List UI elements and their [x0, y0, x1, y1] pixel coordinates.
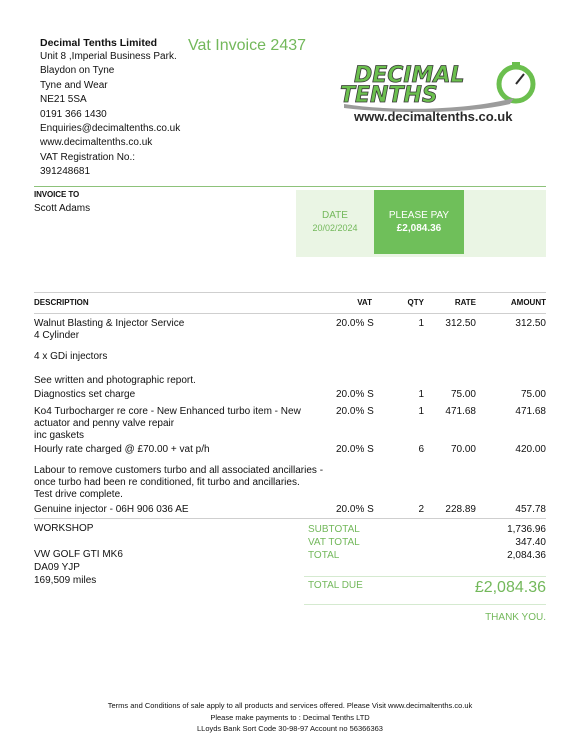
- date-label: DATE: [322, 210, 348, 221]
- total-label: TOTAL: [308, 550, 340, 561]
- divider: [304, 604, 546, 605]
- row-description: Ko4 Turbocharger re core - New Enhanced turbo item - New: [34, 406, 301, 417]
- row-description: Test drive complete.: [34, 489, 123, 500]
- col-header-vat: VAT: [357, 298, 372, 307]
- logo-website: www.decimaltenths.co.uk: [354, 109, 513, 124]
- note-line: WORKSHOP: [34, 523, 94, 534]
- col-header-amount: AMOUNT: [510, 298, 546, 307]
- row-amount: 471.68: [515, 406, 546, 417]
- col-header-qty: QTY: [407, 298, 424, 307]
- please-pay-box: [374, 190, 464, 254]
- subtotal-value: 1,736.96: [507, 524, 546, 535]
- company-line: Tyne and Wear: [40, 79, 108, 91]
- divider: [34, 313, 546, 314]
- table-row: [34, 318, 184, 342]
- logo-text-top: DECIMAL: [354, 63, 465, 88]
- row-amount: 457.78: [515, 504, 546, 515]
- row-description: 4 x GDi injectors: [34, 351, 108, 362]
- thank-you: THANK YOU.: [485, 612, 546, 623]
- customer-name: Scott Adams: [34, 203, 91, 214]
- row-rate: 312.50: [445, 318, 476, 329]
- invoice-to-label: INVOICE TO: [34, 190, 80, 199]
- divider: [304, 576, 546, 577]
- company-line: Enquiries@decimaltenths.co.uk: [40, 123, 181, 135]
- note-line: 169,509 miles: [34, 575, 97, 586]
- date-value: 20/02/2024: [312, 223, 358, 233]
- note-line: [34, 536, 123, 549]
- row-description: Labour to remove customers turbo and all associated ancillaries -: [34, 465, 324, 476]
- row-description: 4 Cylinder: [34, 330, 80, 341]
- row-rate: 70.00: [450, 444, 476, 455]
- col-header-rate: RATE: [454, 298, 476, 307]
- divider: [34, 518, 546, 519]
- row-amount: 312.50: [515, 318, 546, 329]
- company-line: www.decimaltenths.co.uk: [40, 137, 153, 149]
- row-description: Walnut Blasting & Injector Service: [34, 318, 185, 329]
- company-line: 0191 366 1430: [40, 108, 107, 120]
- col-header-description: DESCRIPTION: [34, 298, 89, 307]
- row-vat: 20.0% S: [336, 389, 374, 400]
- vat-total-value: 347.40: [515, 537, 546, 548]
- footer-terms: Terms and Conditions of sale apply to all products and services offered. Please Visit www.decimaltenths.co.uk: [107, 701, 473, 710]
- invoice-title: Vat Invoice 2437: [188, 37, 307, 54]
- row-qty: 6: [418, 444, 424, 455]
- subtotal-label: SUBTOTAL: [308, 524, 360, 535]
- row-vat: 20.0% S: [336, 444, 374, 455]
- footer: [0, 700, 580, 735]
- row-vat: 20.0% S: [336, 504, 374, 515]
- row-description: inc gaskets: [34, 430, 85, 441]
- row-vat: 20.0% S: [336, 406, 374, 417]
- workshop-notes: [34, 523, 123, 588]
- please-pay-label: PLEASE PAY: [388, 210, 450, 221]
- table-row: [34, 465, 323, 501]
- row-qty: 1: [418, 389, 424, 400]
- company-line: VAT Registration No.:: [40, 151, 136, 163]
- table-row: [34, 406, 301, 442]
- note-line: DA09 YJP: [34, 562, 80, 573]
- total-due-value: £2,084.36: [474, 579, 546, 596]
- row-amount: 75.00: [520, 389, 546, 400]
- company-line: Unit 8 ,Imperial Business Park.: [40, 51, 177, 62]
- row-description: actuator and penny valve repair: [34, 418, 175, 429]
- row-vat: 20.0% S: [336, 318, 374, 329]
- company-name: Decimal Tenths Limited: [40, 37, 158, 49]
- vat-total-label: VAT TOTAL: [308, 537, 360, 548]
- row-rate: 228.89: [445, 504, 476, 515]
- footer-payment: Please make payments to : Decimal Tenths LTD: [210, 712, 370, 722]
- row-description: See written and photographic report.: [34, 375, 196, 386]
- total-due-label: TOTAL DUE: [308, 580, 363, 591]
- row-description: Hourly rate charged @ £70.00 + vat p/h: [34, 444, 210, 455]
- total-value: 2,084.36: [507, 550, 546, 561]
- note-line: VW GOLF GTI MK6: [34, 549, 123, 560]
- please-pay-value: £2,084.36: [396, 223, 442, 234]
- row-description: Genuine injector - 06H 906 036 AE: [34, 504, 189, 515]
- row-description: once turbo had been re conditioned, fit turbo and ancillaries.: [34, 477, 300, 488]
- divider: [34, 292, 546, 293]
- row-rate: 75.00: [450, 389, 476, 400]
- company-line: 391248681: [40, 166, 91, 178]
- row-qty: 1: [418, 406, 424, 417]
- row-qty: 1: [418, 318, 424, 329]
- row-description: Diagnostics set charge: [34, 389, 136, 400]
- company-line: NE21 5SA: [40, 94, 87, 106]
- row-qty: 2: [418, 504, 424, 515]
- divider: [34, 186, 546, 187]
- company-logo: [336, 60, 541, 112]
- company-line: Blaydon on Tyne: [40, 65, 115, 77]
- company-address: [40, 50, 180, 180]
- row-rate: 471.68: [445, 406, 476, 417]
- row-amount: 420.00: [515, 444, 546, 455]
- logo-text-bottom: TENTHS: [340, 83, 438, 108]
- footer-bank: LLoyds Bank Sort Code 30-98-97 Account no 56366363: [197, 724, 383, 733]
